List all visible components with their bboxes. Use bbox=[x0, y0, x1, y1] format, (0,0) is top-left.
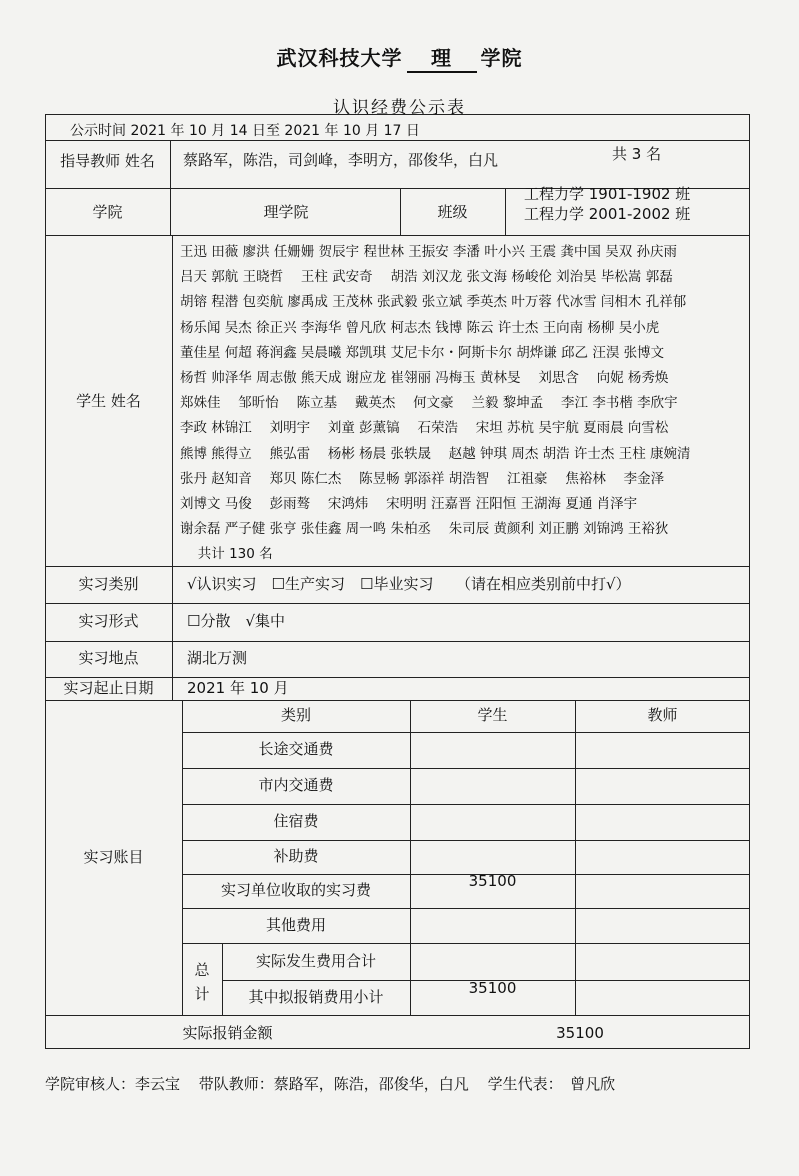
row-divider bbox=[182, 943, 750, 944]
advisor-label: 指导教师 姓名 bbox=[60, 152, 155, 170]
internship-place-value: 湖北万测 bbox=[187, 649, 248, 667]
student-line: 谢余磊 严子健 张亨 张佳鑫 周一鸣 朱柏丞 朱司辰 黄颜利 刘正鹏 刘锦鸿 王裕狄 bbox=[180, 521, 669, 538]
row-divider bbox=[45, 1015, 750, 1016]
college-suffix: 学院 bbox=[480, 46, 523, 70]
reimburse-value: 35100 bbox=[556, 1024, 604, 1042]
reviewer: 学院审核人：李云宝 bbox=[45, 1075, 181, 1093]
student-line: 李政 林锦江 刘明宇 刘童 彭薰镐 石荣浩 宋坦 苏杭 吴宇航 夏雨晨 向雪松 bbox=[180, 420, 669, 437]
accounts-row-category: 住宿费 bbox=[273, 812, 319, 830]
row-divider bbox=[45, 235, 750, 236]
accounts-header-teacher: 教师 bbox=[647, 706, 678, 724]
accounts-header-category: 类别 bbox=[280, 706, 311, 724]
total-row-category: 实际发生费用合计 bbox=[255, 952, 376, 970]
row-divider bbox=[182, 908, 750, 909]
col-divider bbox=[505, 188, 506, 235]
form-title bbox=[0, 42, 799, 73]
student-line: 刘博文 马俊 彭雨骜 宋鸿炜 宋明明 汪嘉晋 汪阳恒 王湖海 夏通 肖泽宇 bbox=[180, 496, 638, 513]
row-divider bbox=[45, 140, 750, 141]
internship-form-options: ☐分散 √集中 bbox=[187, 612, 286, 630]
internship-place-label: 实习地点 bbox=[78, 649, 139, 667]
lead-teachers: 带队教师：蔡路军，陈浩，邵俊华，白凡 bbox=[198, 1075, 469, 1093]
accounts-header-student: 学生 bbox=[477, 706, 508, 724]
student-line: 吕天 郭航 王晓哲 王柱 武安奇 胡浩 刘汉龙 张文海 杨峻伦 刘治昊 毕松嵩 郭磊 bbox=[180, 269, 673, 286]
advisor-count: 共 3 名 bbox=[612, 145, 662, 163]
student-total: 共计 130 名 bbox=[180, 546, 273, 563]
internship-type-options: √认识实习 ☐生产实习 ☐毕业实习 （请在相应类别前中打√） bbox=[187, 575, 631, 593]
reimburse-label: 实际报销金额 bbox=[182, 1024, 273, 1042]
internship-form-label: 实习形式 bbox=[78, 612, 139, 630]
signature-footer bbox=[45, 1073, 629, 1094]
accounts-row-student-amount: 35100 bbox=[468, 872, 517, 890]
students-label: 学生 姓名 bbox=[76, 392, 141, 410]
row-divider bbox=[45, 700, 750, 701]
student-line: 杨乐闻 吴杰 徐正兴 李海华 曾凡欣 柯志杰 钱博 陈云 许士杰 王向南 杨柳 吴小虎 bbox=[180, 319, 660, 336]
student-line: 杨哲 帅泽华 周志傲 熊天成 谢应龙 崔翎丽 冯梅玉 黄林旻 刘思含 向妮 杨秀焕 bbox=[180, 370, 669, 387]
col-divider bbox=[170, 140, 171, 235]
class-line: 工程力学 2001-2002 班 bbox=[524, 205, 691, 223]
publish-time: 公示时间 2021 年 10 月 14 日至 2021 年 10 月 17 日 bbox=[70, 123, 420, 139]
row-divider bbox=[45, 603, 750, 604]
total-row-student-amount: 35100 bbox=[468, 979, 517, 997]
college-value: 理学院 bbox=[263, 203, 309, 221]
university-name: 武汉科技大学 bbox=[276, 46, 403, 70]
accounts-row-category: 实习单位收取的实习费 bbox=[220, 881, 371, 899]
internship-type-label: 实习类别 bbox=[78, 575, 139, 593]
student-line: 王迅 田薇 廖洪 任姗姗 贺辰宇 程世林 王振安 李潘 叶小兴 王震 龚中国 吴双 孙庆雨 bbox=[180, 244, 677, 260]
accounts-row-category: 补助费 bbox=[273, 847, 319, 865]
college-label: 学院 bbox=[92, 203, 123, 221]
total-label-char: 计 bbox=[194, 985, 210, 1003]
student-line: 董佳星 何超 蒋润鑫 吴晨曦 郑凯琪 艾尼卡尔・阿斯卡尔 胡烨谦 邱乙 汪淏 张博文 bbox=[180, 344, 665, 361]
student-name-list bbox=[180, 240, 740, 568]
class-list bbox=[524, 184, 690, 224]
student-line: 郑姝佳 邹昕怡 陈立基 戴英杰 何文豪 兰毅 黎坤孟 李江 李书楷 李欣宇 bbox=[180, 395, 678, 412]
col-divider bbox=[575, 700, 576, 1015]
row-divider bbox=[45, 641, 750, 642]
row-divider bbox=[182, 732, 750, 733]
total-label bbox=[182, 958, 222, 1006]
class-line: 工程力学 1901-1902 班 bbox=[524, 185, 691, 203]
col-divider bbox=[410, 700, 411, 1015]
col-divider bbox=[172, 235, 173, 700]
accounts-label: 实习账目 bbox=[83, 848, 144, 866]
row-divider bbox=[182, 840, 750, 841]
student-line: 胡镕 程潜 包奕航 廖禹成 王茂林 张武毅 张立斌 季英杰 叶万蓉 代冰雪 闫相木 孔祥郁 bbox=[180, 294, 687, 311]
row-divider bbox=[45, 677, 750, 678]
student-representative: 学生代表： 曾凡欣 bbox=[487, 1075, 616, 1093]
internship-dates-value: 2021 年 10 月 bbox=[187, 679, 289, 697]
total-label-char: 总 bbox=[194, 961, 210, 979]
internship-dates-label: 实习起止日期 bbox=[63, 679, 154, 697]
advisor-names: 蔡路军，陈浩，司剑峰，李明方，邵俊华，白凡 bbox=[183, 151, 499, 169]
accounts-row-category: 市内交通费 bbox=[258, 776, 334, 794]
accounts-row-category: 长途交通费 bbox=[258, 740, 334, 758]
row-divider bbox=[182, 768, 750, 769]
college-blank: 理 bbox=[407, 42, 477, 73]
row-divider bbox=[182, 804, 750, 805]
accounts-row-category: 其他费用 bbox=[265, 916, 326, 934]
form-subtitle: 认识经费公示表 bbox=[333, 98, 466, 118]
student-line: 张丹 赵知音 郑贝 陈仁杰 陈昱畅 郭添祥 胡浩智 江祖豪 焦裕林 李金泽 bbox=[180, 470, 665, 487]
total-row-category: 其中拟报销费用小计 bbox=[248, 988, 384, 1006]
class-label: 班级 bbox=[437, 203, 468, 221]
student-line: 熊博 熊得立 熊弘雷 杨彬 杨晨 张轶晟 赵越 钟琪 周杰 胡浩 许士杰 王柱 康婉清 bbox=[180, 445, 691, 462]
